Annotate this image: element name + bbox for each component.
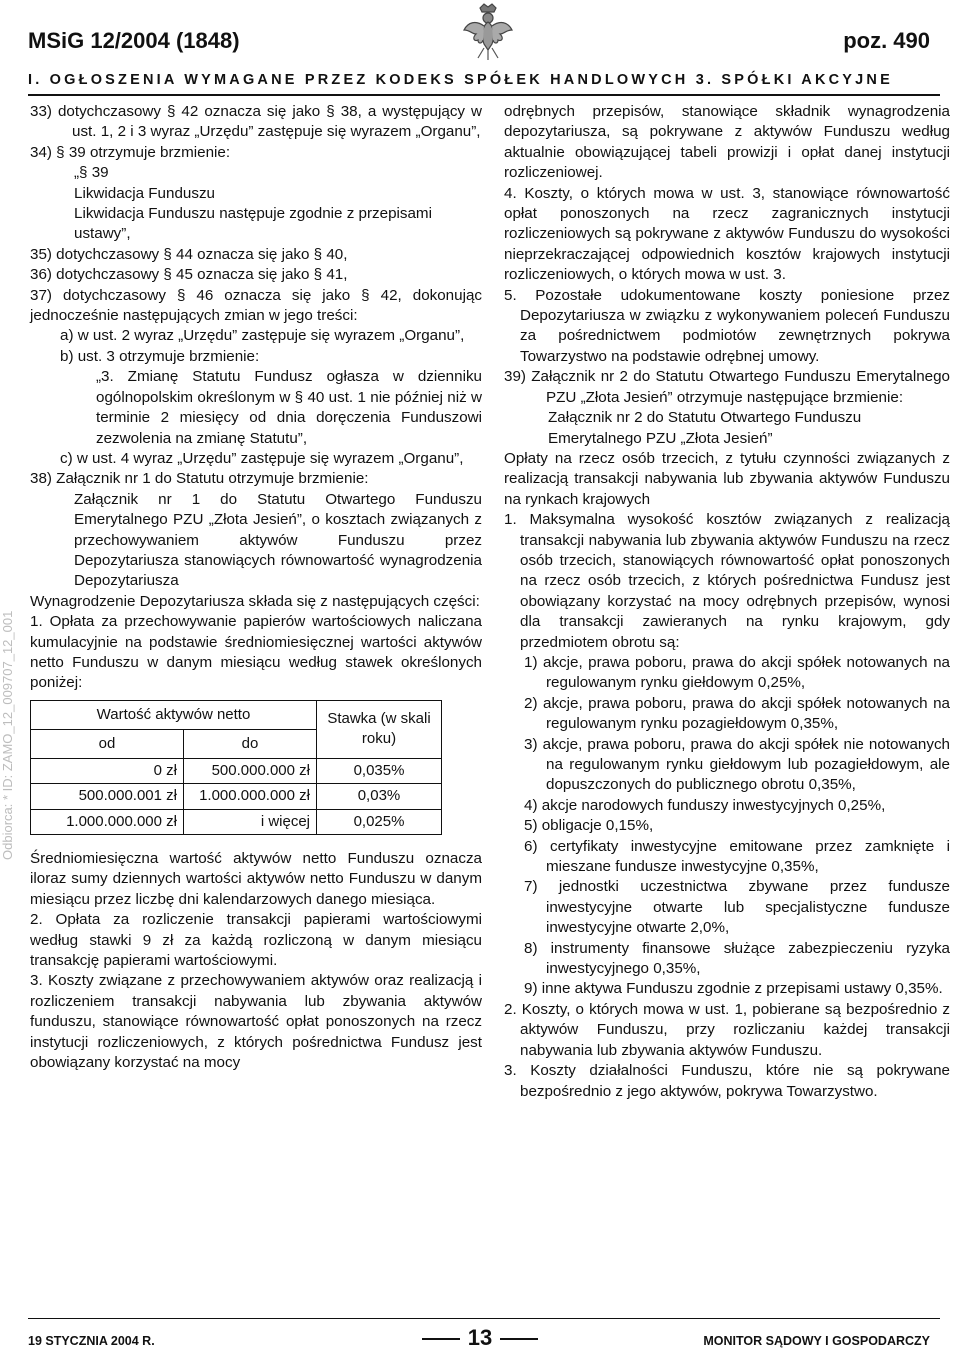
item-34-title: 34) § 39 otrzymuje brzmienie: (30, 143, 231, 161)
list-item: 6) certyfikaty inwestycyjne emitowane przez zamknięte i mieszane fundusze inwestycyjne 0,35%, (524, 837, 950, 876)
page-dash-right (500, 1338, 538, 1340)
from-value: 0 zł (31, 758, 184, 783)
page-number: 13 (467, 1325, 493, 1350)
item-33: 33) dotychczasowy § 42 oznacza się jako § 38, a występujący w ust. 1, 2 i 3 wyraz „Urzędu” zastępuje się wyrazem „Organu”, (30, 103, 482, 141)
list-item: 4) akcje narodowych funduszy inwestycyjnych 0,25%, (524, 796, 886, 814)
polish-eagle-emblem (460, 2, 516, 62)
list-item: 9) inne aktywa Funduszu zgodnie z przepisami ustawy 0,35%. (524, 980, 943, 998)
max-costs-item-3: 3. Koszty działalności Funduszu, które nie są pokrywane bezpośrednio z jego aktywów, pokrywa Towarzystwo. (504, 1062, 950, 1100)
page-dash-left (422, 1338, 460, 1340)
appendix-2-title: Załącznik nr 2 do Statutu Otwartego Funduszu Emerytalnego PZU „Złota Jesień” (548, 409, 862, 447)
table-row (31, 784, 442, 809)
publication-name: MONITOR SĄDOWY I GOSPODARCZY (703, 1334, 930, 1348)
position-number: poz. 490 (843, 28, 930, 53)
custody-rate-table (30, 700, 442, 835)
recipient-imprint: Odbiorca: * ID: ZAMO_12_009707_12_001 (0, 610, 15, 860)
to-value: i więcej (184, 809, 317, 834)
max-costs-item-2: 2. Koszty, o których mowa w ust. 1, pobierane są bezpośrednio z aktywów Funduszu, przy rozliczaniu każdej transakcji nabywania lub zbywania aktywów Funduszu. (504, 1000, 950, 1059)
list-item: 8) instrumenty finansowe służące zabezpieczeniu ryzyka inwestycyjnego 0,35%, (524, 939, 950, 978)
right-column (504, 102, 950, 1102)
item-36: 36) dotychczasowy § 45 oznacza się jako § 41, (30, 266, 348, 284)
rate-value: 0,025% (317, 809, 442, 834)
appendix-1-title: Załącznik nr 1 do Statutu Otwartego Funduszu Emerytalnego PZU „Złota Jesień”, o kosztach związanych z przechowywaniem aktywów Funduszu przez Depozytariusza stanowiących równowartość wynagrodzenia Depozytariusza (74, 490, 482, 590)
fee-item-5: 5. Pozostałe udokumentowane koszty poniesione przez Depozytariusza w związku z wykonywaniem poleceń Funduszu za pośrednictwem podmiotów zewnętrznych pokrywa Towarzystwo na podstawie odrębnej umowy. (504, 286, 950, 365)
page-number-block (410, 1325, 550, 1351)
max-costs-item-1: 1. Maksymalna wysokość kosztów związanych z realizacją transakcji nabywania lub zbywania aktywów Funduszu na rzecz osób trzecich, stanowiących równowartość opłat ponoszonych na rzecz osób trzecich, z których pośrednictwa Fundusz jest obowiązany korzystać na mocy odrębnych przepisów, wynosi dla transakcji zawieranych na rynku krajowym, gdy przedmiotem obrotu są: (504, 511, 950, 651)
issue-date: 19 STYCZNIA 2004 R. (28, 1334, 155, 1348)
table-row (31, 809, 442, 834)
item-35: 35) dotychczasowy § 44 oznacza się jako § 40, (30, 245, 348, 263)
item-34-quote-heading: Likwidacja Funduszu (74, 184, 215, 202)
item-34-quote-text: Likwidacja Funduszu następuje zgodnie z przepisami ustawy”, (74, 205, 432, 243)
to-value: 1.000.000.000 zł (184, 784, 317, 809)
header-net-asset-value: Wartość aktywów netto (31, 700, 317, 729)
item-38: 38) Załącznik nr 1 do Statutu otrzymuje brzmienie: (30, 470, 369, 488)
item-37: 37) dotychczasowy § 46 oznacza się jako § 42, dokonując jednocześnie następujących zmian w jego treści: (30, 286, 482, 325)
rate-value: 0,03% (317, 784, 442, 809)
from-value: 1.000.000.000 zł (31, 809, 184, 834)
from-value: 500.000.001 zł (31, 784, 184, 809)
rate-value: 0,035% (317, 758, 442, 783)
to-value: 500.000.000 zł (184, 758, 317, 783)
fee-item-1: 1. Opłata za przechowywanie papierów wartościowych naliczana kumulacyjnie na podstawie średniomiesięcznej wartości aktywów netto Funduszu w danym miesiącu według stawek określonych poniżej: (30, 613, 482, 692)
item-37-b: b) ust. 3 otrzymuje brzmienie: (60, 347, 260, 365)
section-title: I. OGŁOSZENIA WYMAGANE PRZEZ KODEKS SPÓŁEK HANDLOWYCH 3. SPÓŁKI AKCYJNE (28, 72, 893, 88)
left-column (30, 102, 482, 1073)
average-value-definition: Średniomiesięczna wartość aktywów netto Funduszu oznacza iloraz sumy dziennych wartości aktywów netto Funduszu w danym miesiącu przez liczbę dni kalendarzowych danego miesiąca. (30, 850, 482, 908)
header-divider (28, 94, 940, 96)
table-row (31, 758, 442, 783)
header-to: do (184, 729, 317, 758)
item-39: 39) Załącznik nr 2 do Statutu Otwartego Funduszu Emerytalnego PZU „Złota Jesień” otrzymuje następujące brzmienie: (504, 368, 950, 406)
fee-item-2: 2. Opłata za rozliczenie transakcji papierami wartościowymi według stawki 9 zł za każdą rozliczoną w danym miesiącu transakcję papierami wartościowymi. (30, 911, 482, 970)
list-item: 5) obligacje 0,15%, (524, 817, 654, 835)
fee-item-4: 4. Koszty, o których mowa w ust. 3, stanowiące równowartość opłat ponoszonych na rzecz zagranicznych instytucji rozliczeniowych są pokrywane z aktywów Funduszu do wysokości nieprzekraczającej odpowiednich kosztów krajowych instytucji rozliczeniowych, o których mowa w ust. 3. (504, 184, 950, 284)
list-item: 2) akcje, prawa poboru, prawa do akcji spółek notowanych na regulowanym rynku pozagiełdowym 0,35%, (524, 694, 950, 733)
third-party-fees-heading: Opłaty na rzecz osób trzecich, z tytułu czynności związanych z realizacją transakcji nabywania lub zbywania aktywów Funduszu na rynkach krajowych (504, 449, 950, 508)
item-34-quote-paragraph: „§ 39 (74, 164, 109, 182)
footer-divider (28, 1318, 940, 1319)
fee-item-3-continued: odrębnych przepisów, stanowiące składnik wynagrodzenia depozytariusza, są pokrywane z aktywów Funduszu według aktualnie obowiązującej tabeli prowizji i opłat danej instytucji rozliczeniowej. (504, 103, 950, 182)
list-item: 3) akcje, prawa poboru, prawa do akcji spółek nie notowanych na regulowanym rynku giełdowym lub pozagiełdowym, ale dopuszczonych do publicznego obrotu 0,35%, (524, 735, 950, 794)
item-37-b-quote: „3. Zmianę Statutu Fundusz ogłasza w dzienniku ogólnopolskim określonym w § 40 ust. 1 nie później niż w terminie 2 miesięcy od dnia doręczenia Funduszowi zezwolenia na zmianę Statutu”, (96, 368, 482, 447)
item-37-a: a) w ust. 2 wyraz „Urzędu” zastępuje się wyrazem „Organu”, (60, 327, 465, 345)
item-37-c: c) w ust. 4 wyraz „Urzędu” zastępuje się wyrazem „Organu”, (60, 449, 464, 467)
header-rate: Stawka (w skali roku) (317, 700, 442, 758)
list-item: 1) akcje, prawa poboru, prawa do akcji spółek notowanych na regulowanym rynku giełdowym 0,25%, (524, 653, 950, 692)
list-item: 7) jednostki uczestnictwa zbywane przez fundusze inwestycyjne otwarte lub specjalistyczne fundusze inwestycyjne otwarte 2,0%, (524, 878, 950, 937)
header-from: od (31, 729, 184, 758)
fee-composition-intro: Wynagrodzenie Depozytariusza składa się z następujących części: (30, 592, 480, 610)
journal-issue: MSiG 12/2004 (1848) (28, 28, 240, 53)
fee-item-3: 3. Koszty związane z przechowywaniem aktywów oraz realizacją i rozliczeniem transakcji nabywania lub zbywania aktywów funduszu, stanowiące równowartość opłat ponoszonych na rzecz instytucji rozliczeniowych, z których pośrednictwa Fundusz jest obowiązany korzystać na mocy (30, 972, 482, 1072)
